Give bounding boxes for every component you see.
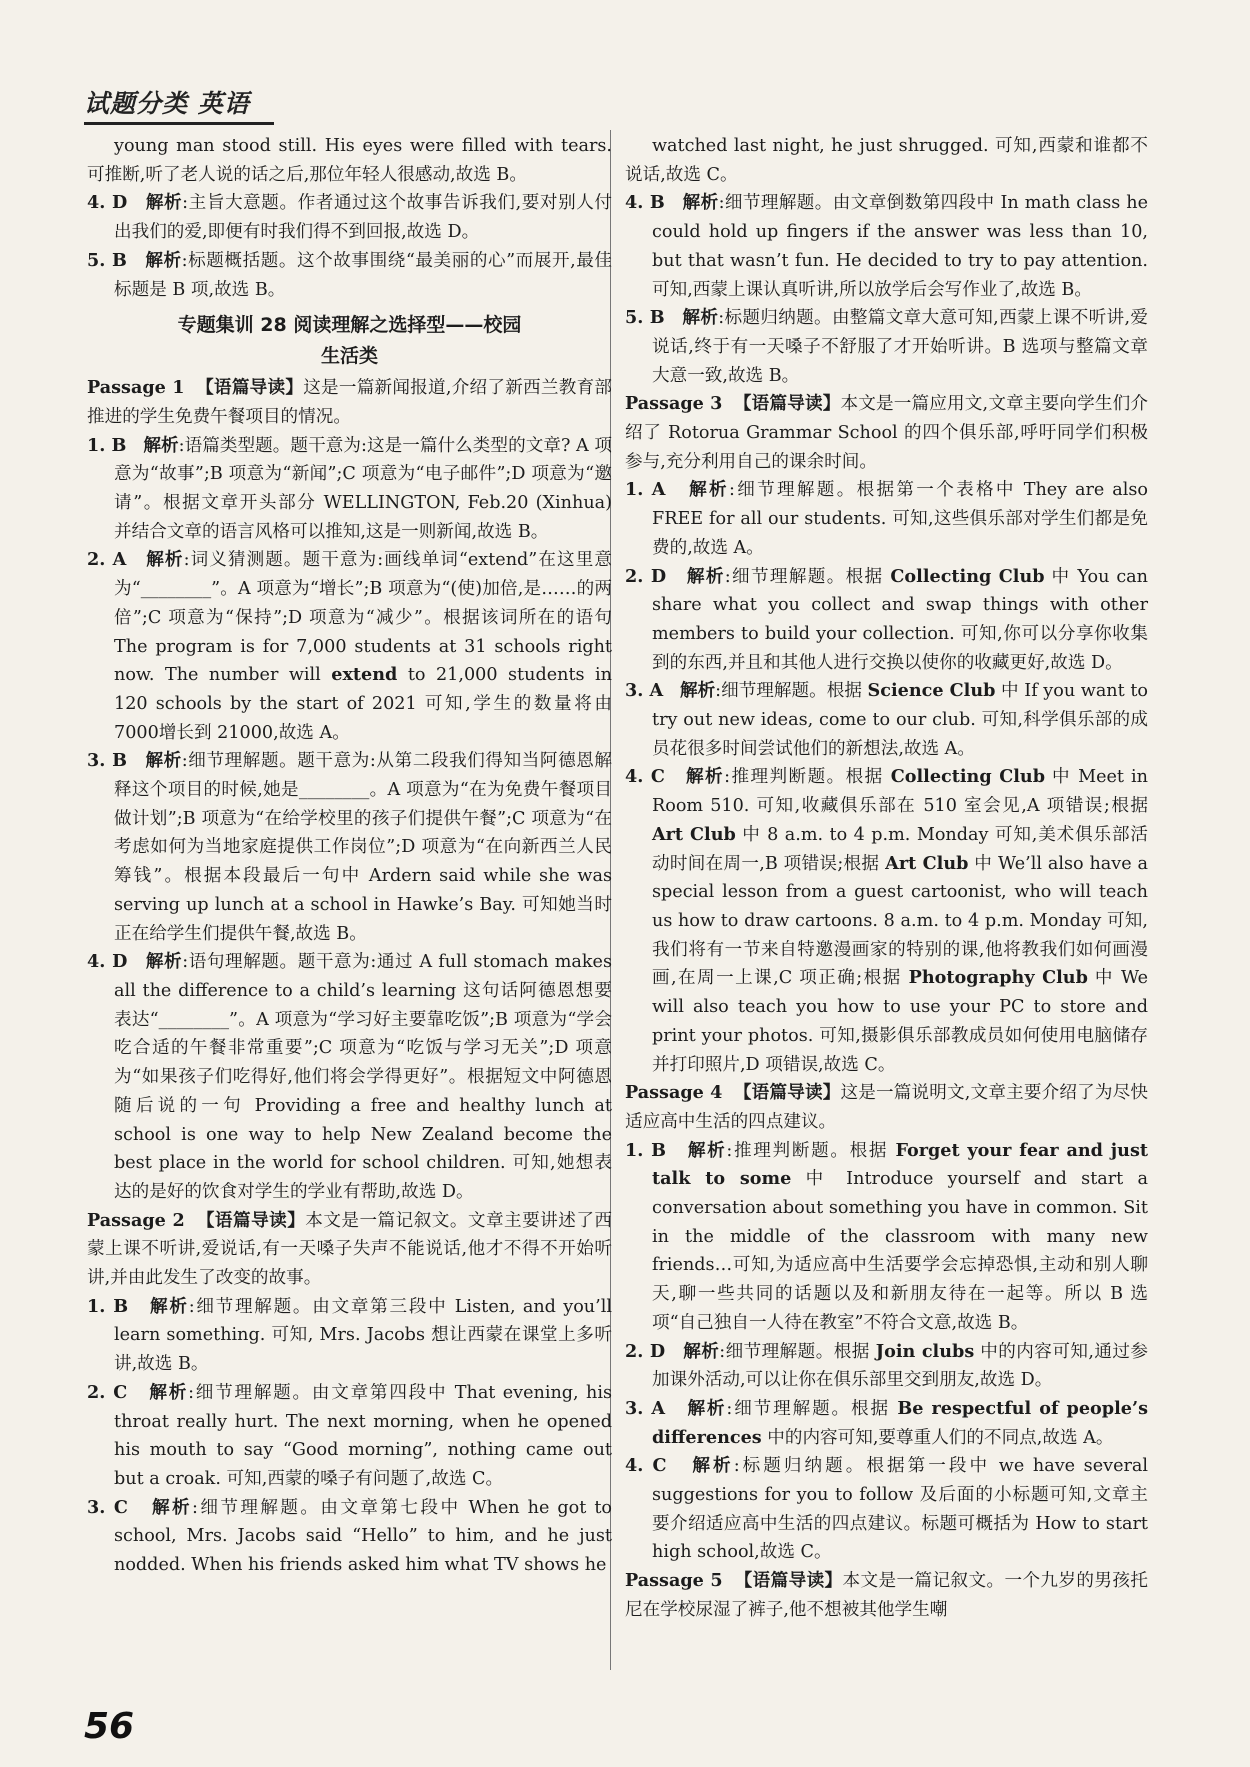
- left-intro: young man stood still. His eyes were filled with tears. 可推断,听了老人说的话之后,那位年轻人很感动,故选 B。: [87, 136, 612, 185]
- passage-2-guide: Passage 2 【语篇导读】本文是一篇记叙文。文章主要讲述了西蒙上课不听讲,爱说话,有一天嗓子失声不能说话,他才不得不开始听讲,并由此发生了改变的故事。: [87, 1209, 612, 1289]
- p1-answer-1: 1. B 解析:语篇类型题。题干意为:这是一篇什么类型的文章? A 项意为“故事”;B 项意为“新闻”;C 项意为“电子邮件”;D 项意为“邀请”。根据文章开头部分 WELLINGTON, Feb.20 (Xinhua) 并结合文章的语言风格可以推知,这是一则新闻,故选 B。: [87, 434, 612, 542]
- answer-4d: 4. D 解析:主旨大意题。作者通过这个故事告诉我们,要对别人付出我们的爱,即便有时我们得不到回报,故选 D。: [87, 192, 612, 243]
- p4-answer-3: 3. A 解析:细节理解题。根据 Be respectful of people’s differences 中的内容可知,要尊重人们的不同点,故选 A。: [625, 1397, 1148, 1448]
- p4-answer-4: 4. C 解析:标题归纳题。根据第一段中 we have several suggestions for you to follow 及后面的小标题可知,文章主要介绍适应高中生活的四点建议。标题可概括为 How to start high school,故选 C。: [625, 1455, 1149, 1563]
- header-underline: [84, 122, 274, 125]
- p2-answer-5: 5. B 解析:标题归纳题。由整篇文章大意可知,西蒙上课不听讲,爱说话,终于有一天嗓子不舒服了才开始听讲。B 选项与整篇文章大意一致,故选 B。: [625, 307, 1148, 386]
- p3-answer-4: 4. C 解析:推理判断题。根据 Collecting Club 中 Meet in Room 510. 可知,收藏俱乐部在 510 室会见,A 项错误;根据 Art Club 中 8 a.m. to 4 p.m. Monday 可知,美术俱乐部活动时间在周一,B 项错误;根据 Art Club 中 We’ll also have a special lesson from a guest cartoonist, who will teach us how to draw cartoons. 8 a.m. to 4 p.m. Monday 可知,我们将有一节来自特邀漫画家的特别的课,他将教我们如何画漫画,在周一上课,C 项正确;根据 Photography Club 中 We will also teach you how to use your PC to store and print your photos. 可知,摄影俱乐部教成员如何使用电脑储存并打印照片,D 项错误,故选 C。: [625, 766, 1149, 1075]
- p3-answer-2: 2. D 解析:细节理解题。根据 Collecting Club 中 You can share what you collect and swap things with other members to build your collection. 可知,你可以分享你收集到的东西,并且和其他人进行交换以使你的收藏更好,故选 D。: [625, 565, 1148, 673]
- running-header: [84, 84, 284, 125]
- p4-answer-2: 2. D 解析:细节理解题。根据 Join clubs 中的内容可知,通过参加课外活动,可以让你在俱乐部里交到朋友,故选 D。: [625, 1340, 1148, 1391]
- p1-answer-3: 3. B 解析:细节理解题。题干意为:从第二段我们得知当阿德恩解释这个项目的时候,她是________。A 项意为“在为免费午餐项目做计划”;B 项意为“在给学校里的孩子们提供午餐”;C 项意为“在考虑如何为当地家庭提供工作岗位”;D 项意为“在向新西兰人民筹钱”。根据本段最后一句中 Ardern said while she was serving up lunch at a school in Hawke’s Bay. 可知她当时正在给学生们提供午餐,故选 B。: [87, 750, 612, 944]
- left-column: [87, 132, 612, 1580]
- section-title: 专题集训 28 阅读理解之选择型——校园 生活类: [177, 314, 522, 368]
- p4-answer-1: 1. B 解析:推理判断题。根据 Forget your fear and just talk to some 中 Introduce yourself and start a conversation about something you have in common. Sit in the middle of the classroom with many new friends…可知,为适应高中生活要学会忘掉恐惧,主动和别人聊天,聊一些共同的话题以及和新朋友待在一起等。所以 B 选项“自己独自一人待在教室”不符合文意,故选 B。: [625, 1139, 1148, 1333]
- p3-answer-1: 1. A 解析:细节理解题。根据第一个表格中 They are also FREE for all our students. 可知,这些俱乐部对学生们都是免费的,故选 A。: [625, 479, 1148, 558]
- p2-answer-2: 2. C 解析:细节理解题。由文章第四段中 That evening, his throat really hurt. The next morning, when he opened his mouth to say “Good morning”, nothing came out but a croak. 可知,西蒙的嗓子有问题了,故选 C。: [87, 1381, 612, 1489]
- p1-answer-2: 2. A 解析:词义猜测题。题干意为:画线单词“extend”在这里意为“________”。A 项意为“增长”;B 项意为“(使)加倍,是……的两倍”;C 项意为“保持”;D 项意为“减少”。根据该词所在的语句 The program is for 7,000 students at 31 schools right now. The number will extend to 21,000 students in 120 schools by the start of 2021 可知,学生的数量将由7000增长到 21000,故选 A。: [87, 549, 612, 743]
- right-intro: watched last night, he just shrugged. 可知,西蒙和谁都不说话,故选 C。: [625, 136, 1148, 185]
- p2-answer-1: 1. B 解析:细节理解题。由文章第三段中 Listen, and you’ll learn something. 可知, Mrs. Jacobs 想让西蒙在课堂上多听讲,故选 B。: [87, 1295, 612, 1375]
- answer-5b: 5. B 解析:标题概括题。这个故事围绕“最美丽的心”而展开,最佳标题是 B 项,故选 B。: [87, 249, 612, 300]
- passage-1-guide: Passage 1 【语篇导读】这是一篇新闻报道,介绍了新西兰教育部推进的学生免费午餐项目的情况。: [87, 377, 612, 427]
- p3-answer-3: 3. A 解析:细节理解题。根据 Science Club 中 If you want to try out new ideas, come to our club. 可知,科学俱乐部的成员花很多时间尝试他们的新想法,故选 A。: [625, 680, 1148, 759]
- passage-3-guide: Passage 3 【语篇导读】本文是一篇应用文,文章主要向学生们介绍了 Rotorua Grammar School 的四个俱乐部,呼吁同学们积极参与,充分利用自己的课余时间。: [625, 393, 1148, 472]
- header-title: 试题分类 英语: [84, 89, 250, 118]
- right-column: [625, 132, 1148, 1625]
- p2-answer-3: 3. C 解析:细节理解题。由文章第七段中 When he got to school, Mrs. Jacobs said “Hello” to him, and he just nodded. When his friends asked him what TV shows he: [87, 1496, 612, 1576]
- passage-5-guide: Passage 5 【语篇导读】本文是一篇记叙文。一个九岁的男孩托尼在学校尿湿了裤子,他不想被其他学生嘲: [625, 1570, 1148, 1620]
- page-number: 56: [84, 1706, 135, 1747]
- passage-4-guide: Passage 4 【语篇导读】这是一篇说明文,文章主要介绍了为尽快适应高中生活的四点建议。: [625, 1082, 1148, 1132]
- p1-answer-4: 4. D 解析:语句理解题。题干意为:通过 A full stomach makes all the difference to a child’s learning 这句话阿德恩想要表达“________”。A 项意为“学习好主要靠吃饭”;B 项意为“学会吃合适的午餐非常重要”;C 项意为“吃饭与学习无关”;D 项意为“如果孩子们吃得好,他们将会学得更好”。根据短文中阿德恩随后说的一句 Providing a free and healthy lunch at school is one way to help New Zealand become the best place in the world for school children. 可知,她想表达的是好的饮食对学生的学业有帮助,故选 D。: [87, 951, 612, 1202]
- p2-answer-4: 4. B 解析:细节理解题。由文章倒数第四段中 In math class he could hold up fingers if the answer was less than 10, but that wasn’t fun. He decided to try to pay attention. 可知,西蒙上课认真听讲,所以放学后会写作业了,故选 B。: [625, 192, 1148, 300]
